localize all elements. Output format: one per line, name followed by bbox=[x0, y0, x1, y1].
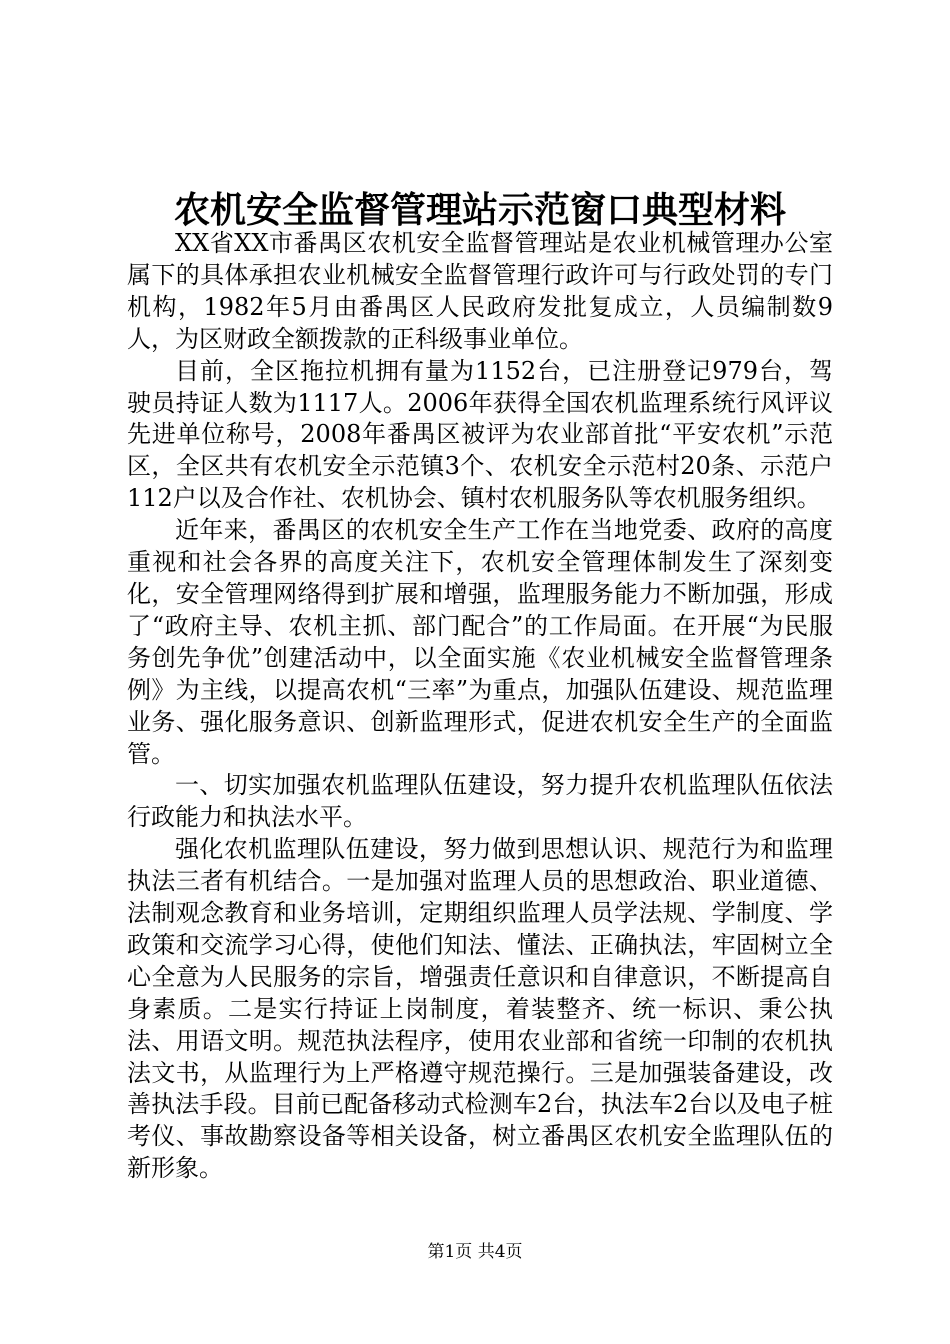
page-footer: 第1页 共4页 bbox=[427, 1242, 523, 1262]
paragraph-intro: XX省XX市番禺区农机安全监督管理站是农业机械管理办公室属下的具体承担农业机械安全监督管理行政许可与行政处罚的专门机构，1982年5月由番禺区人民政府发批复成立，人员编制数9人，为区财政全额拨款的正科级事业单位。 bbox=[127, 229, 833, 353]
paragraph-team-building: 强化农机监理队伍建设，努力做到思想认识、规范行为和监理执法三者有机结合。一是加强对监理人员的思想政治、职业道德、法制观念教育和业务培训，定期组织监理人员学法规、学制度、学政策和交流学习心得，使他们知法、懂法、正确执法，牢固树立全心全意为人民服务的宗旨，增强责任意识和自律意识，不断提高自身素质。二是实行持证上岗制度，着装整齐、统一标识、秉公执法、用语文明。规范执法程序，使用农业部和省统一印制的农机执法文书，从监理行为上严格遵守规范操行。三是加强装备建设，改善执法手段。目前已配备移动式检测车2台，执法车2台以及电子桩考仪、事故勘察设备等相关设备，树立番禺区农机安全监理队伍的新形象。 bbox=[127, 835, 833, 1183]
section-heading-one: 一、切实加强农机监理队伍建设，努力提升农机监理队伍依法行政能力和执法水平。 bbox=[127, 771, 833, 832]
paragraph-current-status: 目前，全区拖拉机拥有量为1152台，已注册登记979台，驾驶员持证人数为1117人。2006年获得全国农机监理系统行风评议先进单位称号，2008年番禺区被评为农业部首批“平安农机”示范区，全区共有农机安全示范镇3个、农机安全示范村20条、示范户112户以及合作社、农机协会、镇村农机服务队等农机服务组织。 bbox=[127, 356, 833, 513]
document-body bbox=[127, 228, 833, 1185]
document-title: 农机安全监督管理站示范窗口典型材料 bbox=[173, 189, 786, 231]
paragraph-recent-years: 近年来，番禺区的农机安全生产工作在当地党委、政府的高度重视和社会各界的高度关注下，农机安全管理体制发生了深刻变化，安全管理网络得到扩展和增强，监理服务能力不断加强，形成了“政府主导、农机主抓、部门配合”的工作局面。在开展“为民服务创先争优”创建活动中，以全面实施《农业机械安全监督管理条例》为主线，以提高农机“三率”为重点，加强队伍建设、规范监理业务、强化服务意识、创新监理形式，促进农机安全生产的全面监管。 bbox=[127, 516, 833, 768]
